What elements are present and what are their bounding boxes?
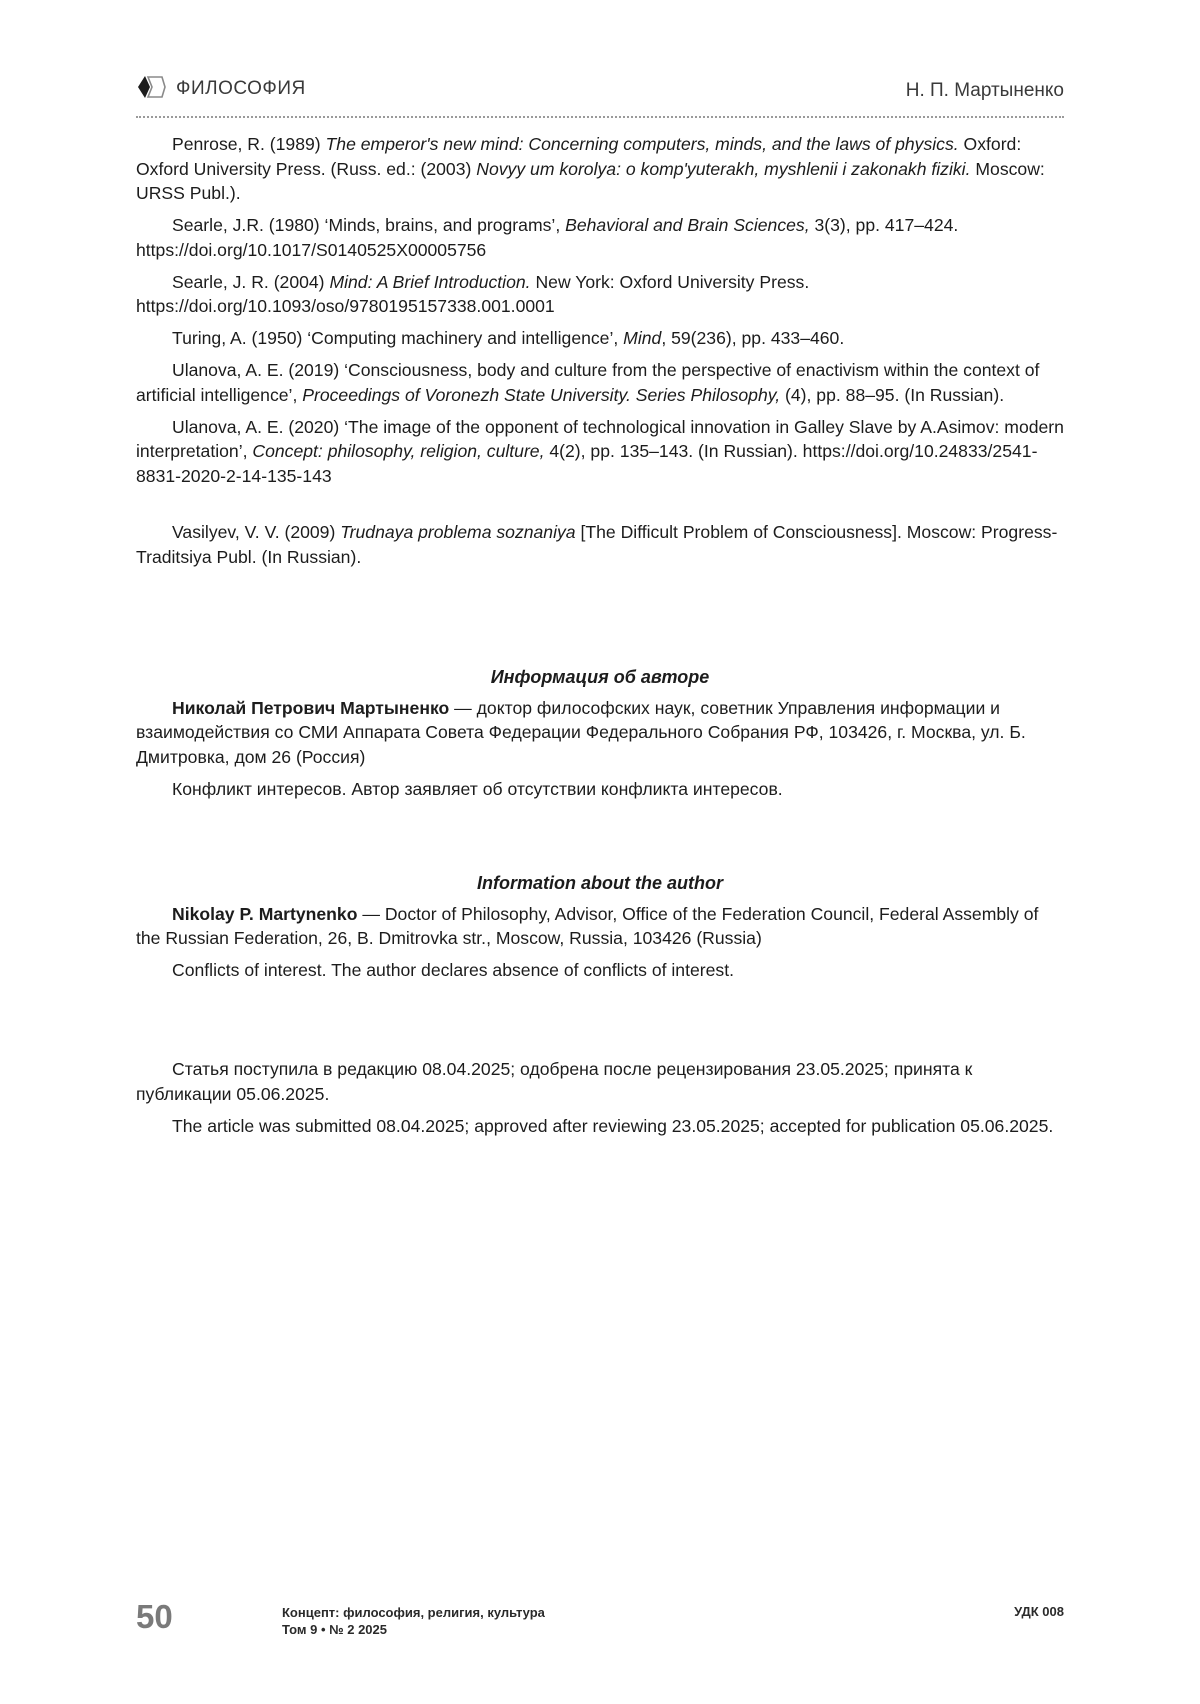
author-info-en bbox=[136, 871, 1064, 990]
dates-en: The article was submitted 08.04.2025; approved after reviewing 23.05.2025; accepted for publication 05.06.2025. bbox=[172, 1115, 1054, 1136]
udk-code: УДК 008 bbox=[1014, 1604, 1064, 1619]
author-name-en: Nikolay P. Martynenko bbox=[172, 903, 358, 924]
reference-text: (4), pp. 88–95. (In Russian). bbox=[780, 384, 1005, 405]
reference-title: Behavioral and Brain Sciences, bbox=[565, 215, 810, 235]
reference-item bbox=[136, 415, 1064, 489]
page-footer bbox=[136, 1598, 1064, 1648]
page-header bbox=[136, 68, 1064, 118]
reference-text: 4(2), pp. 135–143. (In Russian). https://doi.org/10.24833/2541-8831-2020-2-14-135-143 bbox=[136, 441, 1038, 486]
journal-logo-icon bbox=[136, 74, 166, 105]
reference-item bbox=[136, 326, 1064, 351]
conflict-statement-ru: Конфликт интересов. Автор заявляет об отсутствии конфликта интересов. bbox=[172, 778, 783, 799]
reference-text: 3(3), pp. 417–424. https://doi.org/10.1017/S0140525X00005756 bbox=[136, 215, 959, 260]
reference-title: Proceedings of Voronezh State University. Series Philosophy, bbox=[302, 384, 781, 405]
reference-title: Mind: A Brief Introduction. bbox=[329, 271, 531, 292]
reference-item bbox=[136, 520, 1064, 569]
reference-text: [The Difficult Problem of Consciousness]. Moscow: Progress-Traditsiya Publ. (In Russian). bbox=[136, 522, 1058, 567]
journal-title: Концепт: философия, религия, культура bbox=[282, 1605, 545, 1620]
reference-item bbox=[136, 132, 1064, 206]
reference-title: Mind bbox=[623, 328, 662, 348]
reference-text: Ulanova, A. E. (2020) ‘The image of the opponent of technological innovation in Galley Slave by A.Asimov: modern interpretation’, bbox=[136, 416, 1064, 461]
author-info-ru-heading: Информация об авторе bbox=[490, 667, 710, 687]
reference-item bbox=[136, 213, 1064, 262]
journal-info bbox=[282, 1604, 545, 1638]
reference-text: New York: Oxford University Press. https://doi.org/10.1093/oso/9780195157338.001.0001 bbox=[136, 271, 810, 316]
reference-text: Oxford: Oxford University Press. (Russ. ed.: (2003) bbox=[136, 134, 1022, 179]
section-title: ФИЛОСОФИЯ bbox=[176, 78, 306, 99]
reference-title: Concept: philosophy, religion, culture, bbox=[252, 441, 545, 461]
reference-title: Trudnaya problema soznaniya bbox=[340, 522, 576, 542]
author-info-ru bbox=[136, 665, 1064, 809]
reference-text: , 59(236), pp. 433–460. bbox=[661, 328, 845, 348]
reference-text: Searle, J.R. (1980) ‘Minds, brains, and programs’, bbox=[172, 215, 566, 235]
reference-text: Penrose, R. (1989) bbox=[172, 134, 326, 154]
author-info-en-heading: Information about the author bbox=[477, 873, 723, 893]
submission-dates bbox=[136, 1057, 1064, 1146]
author-details-en: — Doctor of Philosophy, Advisor, Office of the Federation Council, Federal Assembly of the Russian Federation, 26, B. Dmitrovka str., Moscow, Russia, 103426 (Russia) bbox=[136, 903, 1039, 948]
reference-item bbox=[136, 358, 1064, 407]
reference-text: Ulanova, A. E. (2019) ‘Consciousness, body and culture from the perspective of enactivism within the context of artificial intelligence’, bbox=[136, 360, 1040, 405]
reference-title: Novyy um korolya: o komp'yuterakh, myshlenii i zakonakh fiziki. bbox=[476, 158, 971, 179]
conflict-statement-en: Conflicts of interest. The author declares absence of conflicts of interest. bbox=[172, 960, 734, 980]
reference-text: Vasilyev, V. V. (2009) bbox=[172, 522, 341, 542]
running-author: Н. П. Мартыненко bbox=[905, 80, 1064, 101]
journal-issue: Том 9 • № 2 2025 bbox=[282, 1622, 387, 1637]
reference-title: The emperor's new mind: Concerning computers, minds, and the laws of physics. bbox=[325, 134, 959, 154]
dates-ru: Статья поступила в редакцию 08.04.2025; одобрена после рецензирования 23.05.2025; принята к публикации 05.06.2025. bbox=[136, 1059, 973, 1104]
reference-item bbox=[136, 270, 1064, 319]
page-number: 50 bbox=[136, 1598, 173, 1635]
author-details-ru: — доктор философских наук, советник Управления информации и взаимодействия со СМИ Аппарата Совета Федерации Федерального Собрания РФ, 103426, г. Москва, ул. Б. Дмитровка, дом 26 (Россия) bbox=[136, 697, 1026, 767]
reference-text: Turing, A. (1950) ‘Computing machinery and intelligence’, bbox=[172, 328, 624, 348]
reference-text: Searle, J. R. (2004) bbox=[172, 271, 330, 292]
reference-list bbox=[136, 132, 1064, 577]
author-info-ru-paragraph bbox=[136, 696, 1064, 770]
author-name-ru: Николай Петрович Мартыненко bbox=[172, 697, 450, 718]
author-info-en-paragraph bbox=[136, 902, 1064, 951]
reference-text: Moscow: URSS Publ.). bbox=[136, 158, 1045, 203]
